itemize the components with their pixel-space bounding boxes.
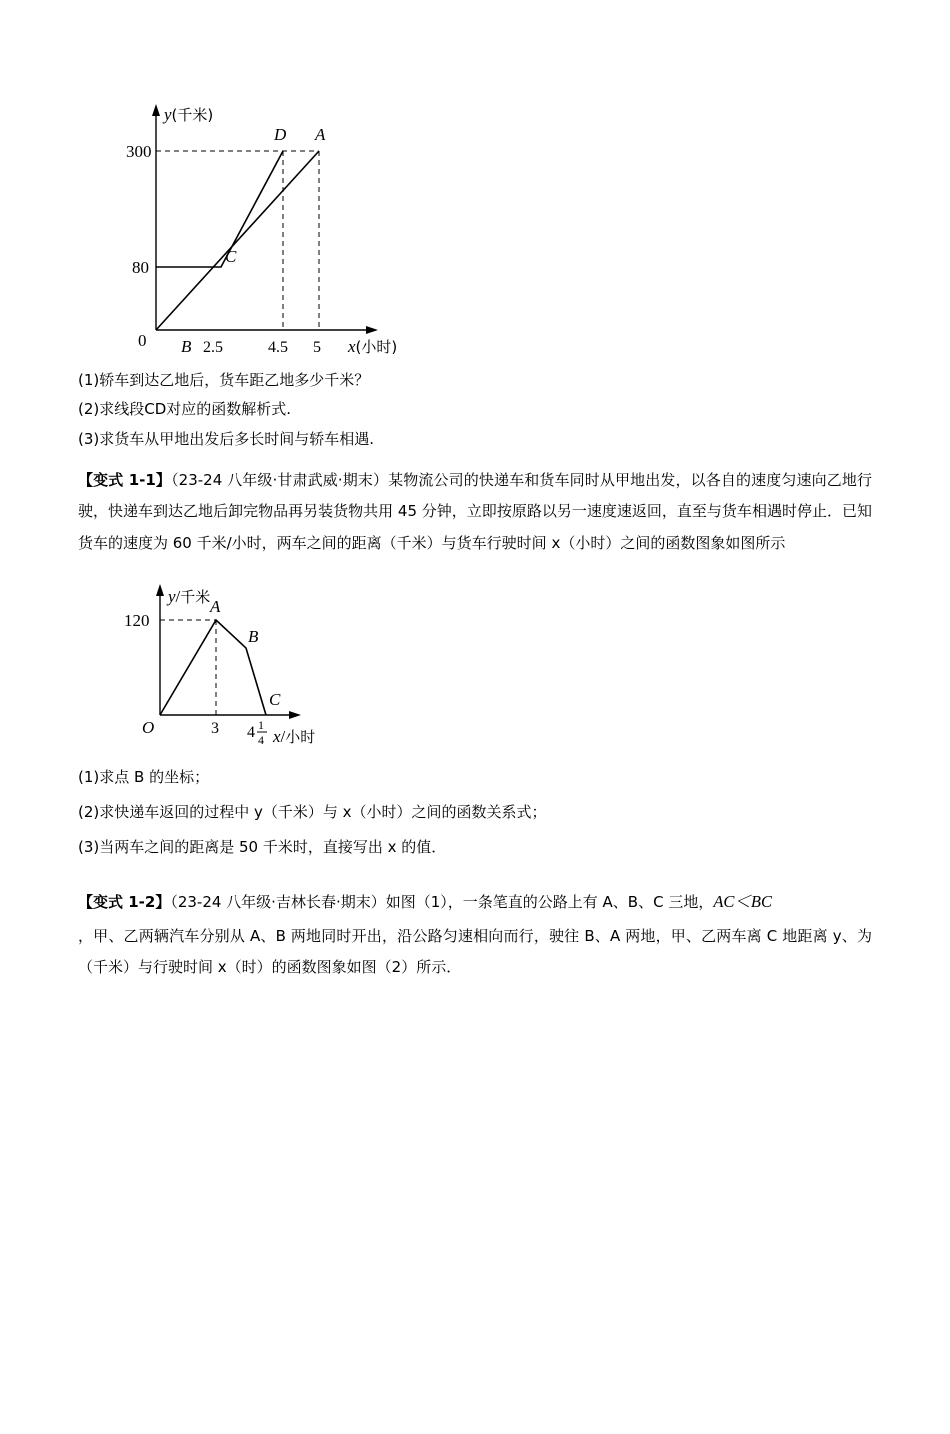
y-axis-title-2: y/千米 bbox=[168, 586, 211, 606]
question-2-3: (3)当两车之间的距离是 50 千米时，直接写出 x 的值． bbox=[78, 838, 447, 857]
xtick-quarter-denominator: 4 bbox=[258, 732, 264, 747]
xtick-4-whole: 4 bbox=[247, 723, 255, 741]
question-1-3: (3)求货车从甲地出发后多长时间与轿车相遇. bbox=[78, 429, 375, 448]
variant-1-1-source: （23-24 八年级·甘肃武威·期末） bbox=[171, 470, 389, 489]
questions-group-2 bbox=[78, 766, 872, 860]
questions-group-1 bbox=[78, 369, 872, 451]
variant-1-2-formula: AC＜BC bbox=[713, 892, 773, 912]
variant-1-1-paragraph bbox=[78, 465, 872, 560]
point-label-C: C bbox=[225, 247, 237, 266]
xtick-5: 5 bbox=[313, 339, 321, 355]
origin-label-2: O bbox=[142, 717, 155, 737]
variant-1-2-body-2: ，甲、乙两辆汽车分别从 A、B 两地同时开出，沿公路匀速相向而行，驶往 B、A 两地，甲、乙两车离 C 地距离 y、为（千米）与行驶时间 x（时）的函数图象如图（2）所示． bbox=[78, 926, 872, 977]
figure-1 bbox=[108, 90, 448, 355]
variant-1-1-tag: 【变式 1-1】 bbox=[78, 470, 172, 489]
x-axis-arrow-2 bbox=[289, 711, 301, 719]
x-axis-arrow bbox=[366, 326, 378, 334]
point-label-A: A bbox=[315, 125, 326, 144]
point-label-A2: A bbox=[210, 596, 221, 616]
variant-1-2-paragraph bbox=[78, 885, 872, 919]
y-axis-arrow-2 bbox=[156, 584, 164, 596]
question-2-2: (2)求快递车返回的过程中 y（千米）与 x（小时）之间的函数关系式； bbox=[78, 802, 547, 821]
xtick-2_5: 2.5 bbox=[203, 339, 223, 355]
xtick-quarter-numerator: 1 bbox=[258, 717, 264, 732]
figure-2-svg bbox=[108, 570, 408, 755]
figure-2 bbox=[108, 570, 408, 750]
y-axis-arrow bbox=[152, 104, 160, 116]
point-label-B: B bbox=[181, 337, 192, 355]
ytick-120: 120 bbox=[124, 610, 150, 630]
question-2-1: (1)求点 B 的坐标； bbox=[78, 767, 210, 786]
xtick-3: 3 bbox=[211, 719, 219, 737]
document-page bbox=[0, 90, 950, 1434]
figure-1-svg bbox=[108, 90, 448, 355]
x-axis-title-2: x/小时 bbox=[273, 726, 316, 746]
question-1-1: (1)轿车到达乙地后，货车距乙地多少千米？ bbox=[78, 371, 370, 389]
line-truck-CD bbox=[156, 151, 283, 267]
origin-label: 0 bbox=[138, 331, 147, 350]
y-axis-title: y(千米) bbox=[164, 105, 214, 124]
variant-1-1-body: 某物流公司的快递车和货车同时从甲地出发，以各自的速度匀速向乙地行驶，快递车到达乙地后卸完物品再另装货物共用 45 分钟，立即按原路以另一速度速返回，直至与货车相遇时停止．已知货车的速度为 60 千米/小时，两车之间的距离（千米）与货车行驶时间 x（小时）之间的函数图象如图所示 bbox=[78, 470, 872, 552]
ytick-80: 80 bbox=[132, 258, 149, 277]
variant-1-2-body-1: 如图（1），一条笔直的公路上有 A、B、C 三地， bbox=[385, 893, 714, 912]
x-axis-title: x(小时) bbox=[348, 337, 398, 355]
variant-1-2-tag: 【变式 1-2】 bbox=[78, 893, 171, 912]
question-1-2: (2)求线段CD对应的函数解析式. bbox=[78, 400, 292, 419]
point-label-B2: B bbox=[248, 626, 259, 646]
ytick-300: 300 bbox=[126, 142, 152, 161]
point-label-D: D bbox=[274, 125, 287, 144]
xtick-4_5: 4.5 bbox=[268, 339, 288, 355]
variant-1-2-paragraph-cont bbox=[78, 921, 872, 984]
point-label-C2: C bbox=[269, 689, 281, 709]
variant-1-2-source: （23-24 八年级·吉林长春·期末） bbox=[170, 893, 386, 912]
line-car-OA bbox=[156, 151, 319, 330]
